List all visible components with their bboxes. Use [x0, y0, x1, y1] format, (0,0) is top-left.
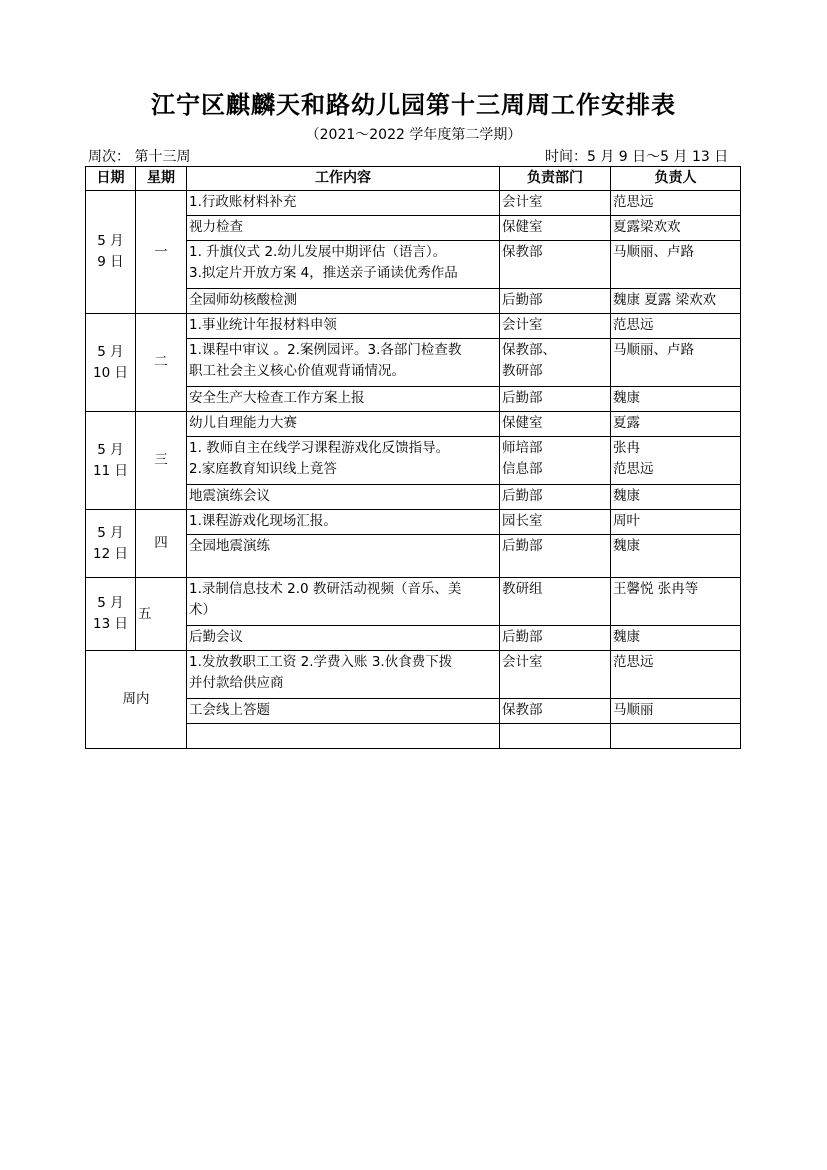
- task-person: 魏康: [611, 535, 741, 578]
- task-content: 全园地震演练: [187, 535, 500, 578]
- time-label: 时间：5 月 9 日～5 月 13 日: [545, 149, 729, 165]
- task-dept: 保教部: [500, 241, 611, 289]
- task-dept: 园长室: [500, 510, 611, 535]
- task-person: 夏露: [611, 412, 741, 437]
- schedule-table: [85, 166, 741, 749]
- task-content: 后勤会议: [187, 626, 500, 651]
- task-dept: 保教部: [500, 699, 611, 724]
- task-dept: [500, 724, 611, 749]
- task-person: 周叶: [611, 510, 741, 535]
- header-row: [86, 167, 741, 191]
- date-cell: 5 月 13 日: [86, 578, 136, 651]
- task-person: 魏康: [611, 626, 741, 651]
- task-content: 工会线上答题: [187, 699, 500, 724]
- table-row: [86, 314, 741, 339]
- task-dept: 后勤部: [500, 626, 611, 651]
- task-dept: 会计室: [500, 314, 611, 339]
- task-dept: 师培部 信息部: [500, 437, 611, 485]
- date-cell: 5 月 10 日: [86, 314, 136, 412]
- header-person: 负责人: [611, 167, 741, 191]
- task-person: [611, 724, 741, 749]
- page-subtitle: （2021～2022 学年度第二学期）: [305, 127, 522, 143]
- task-dept: 会计室: [500, 191, 611, 216]
- task-person: 魏康: [611, 485, 741, 510]
- task-dept: 后勤部: [500, 387, 611, 412]
- header-date: 日期: [86, 167, 136, 191]
- date-cell: 5 月 12 日: [86, 510, 136, 578]
- task-content: 地震演练会议: [187, 485, 500, 510]
- header-dept: 负责部门: [500, 167, 611, 191]
- task-dept: 保健室: [500, 216, 611, 241]
- task-content: 视力检查: [187, 216, 500, 241]
- task-person: 范思远: [611, 651, 741, 699]
- table-row: [86, 412, 741, 437]
- task-person: 魏康 夏露 梁欢欢: [611, 289, 741, 314]
- task-person: 马顺丽、卢路: [611, 339, 741, 387]
- date-cell: 5 月 9 日: [86, 191, 136, 314]
- week-section-label: 周内: [86, 651, 187, 749]
- header-content: 工作内容: [187, 167, 500, 191]
- weekday-cell: 三: [136, 412, 187, 510]
- weekday-cell: 五: [136, 578, 187, 651]
- page-title: 江宁区麒麟天和路幼儿园第十三周周工作安排表: [151, 90, 676, 119]
- task-content: 全园师幼核酸检测: [187, 289, 500, 314]
- task-dept: 后勤部: [500, 535, 611, 578]
- table-row: [86, 510, 741, 535]
- task-person: 范思远: [611, 314, 741, 339]
- task-person: 夏露梁欢欢: [611, 216, 741, 241]
- task-content: 1.课程中审议 。2.案例园评。3.各部门检查教 职工社会主义核心价值观背诵情况。: [187, 339, 500, 387]
- weekday-cell: 四: [136, 510, 187, 578]
- task-dept: 后勤部: [500, 289, 611, 314]
- task-dept: 保教部、 教研部: [500, 339, 611, 387]
- task-dept: 后勤部: [500, 485, 611, 510]
- table-row: [86, 651, 741, 699]
- task-content: 1.录制信息技术 2.0 教研活动视频（音乐、美 术）: [187, 578, 500, 626]
- week-label: 周次： 第十三周: [88, 149, 191, 165]
- task-person: 王馨悦 张冉等: [611, 578, 741, 626]
- table-row: [86, 578, 741, 626]
- task-person: 范思远: [611, 191, 741, 216]
- task-content: 幼儿自理能力大赛: [187, 412, 500, 437]
- task-person: 马顺丽、卢路: [611, 241, 741, 289]
- weekday-cell: 一: [136, 191, 187, 314]
- task-content: 1. 教师自主在线学习课程游戏化反馈指导。 2.家庭教育知识线上竟答: [187, 437, 500, 485]
- task-dept: 教研组: [500, 578, 611, 626]
- header-weekday: 星期: [136, 167, 187, 191]
- date-cell: 5 月 11 日: [86, 412, 136, 510]
- task-person: 马顺丽: [611, 699, 741, 724]
- task-content: 1. 升旗仪式 2.幼儿发展中期评估（语言）。 3.拟定片开放方案 4，推送亲子诵读优秀作品: [187, 241, 500, 289]
- table-row: [86, 191, 741, 216]
- task-person: 张冉 范思远: [611, 437, 741, 485]
- task-content: 安全生产大检查工作方案上报: [187, 387, 500, 412]
- task-dept: 会计室: [500, 651, 611, 699]
- task-dept: 保健室: [500, 412, 611, 437]
- task-person: 魏康: [611, 387, 741, 412]
- task-content: 1.课程游戏化现场汇报。: [187, 510, 500, 535]
- task-content: [187, 724, 500, 749]
- task-content: 1.行政账材料补充: [187, 191, 500, 216]
- task-content: 1.事业统计年报材料申领: [187, 314, 500, 339]
- weekday-cell: 二: [136, 314, 187, 412]
- task-content: 1.发放教职工工资 2.学费入账 3.伙食费下拨 并付款给供应商: [187, 651, 500, 699]
